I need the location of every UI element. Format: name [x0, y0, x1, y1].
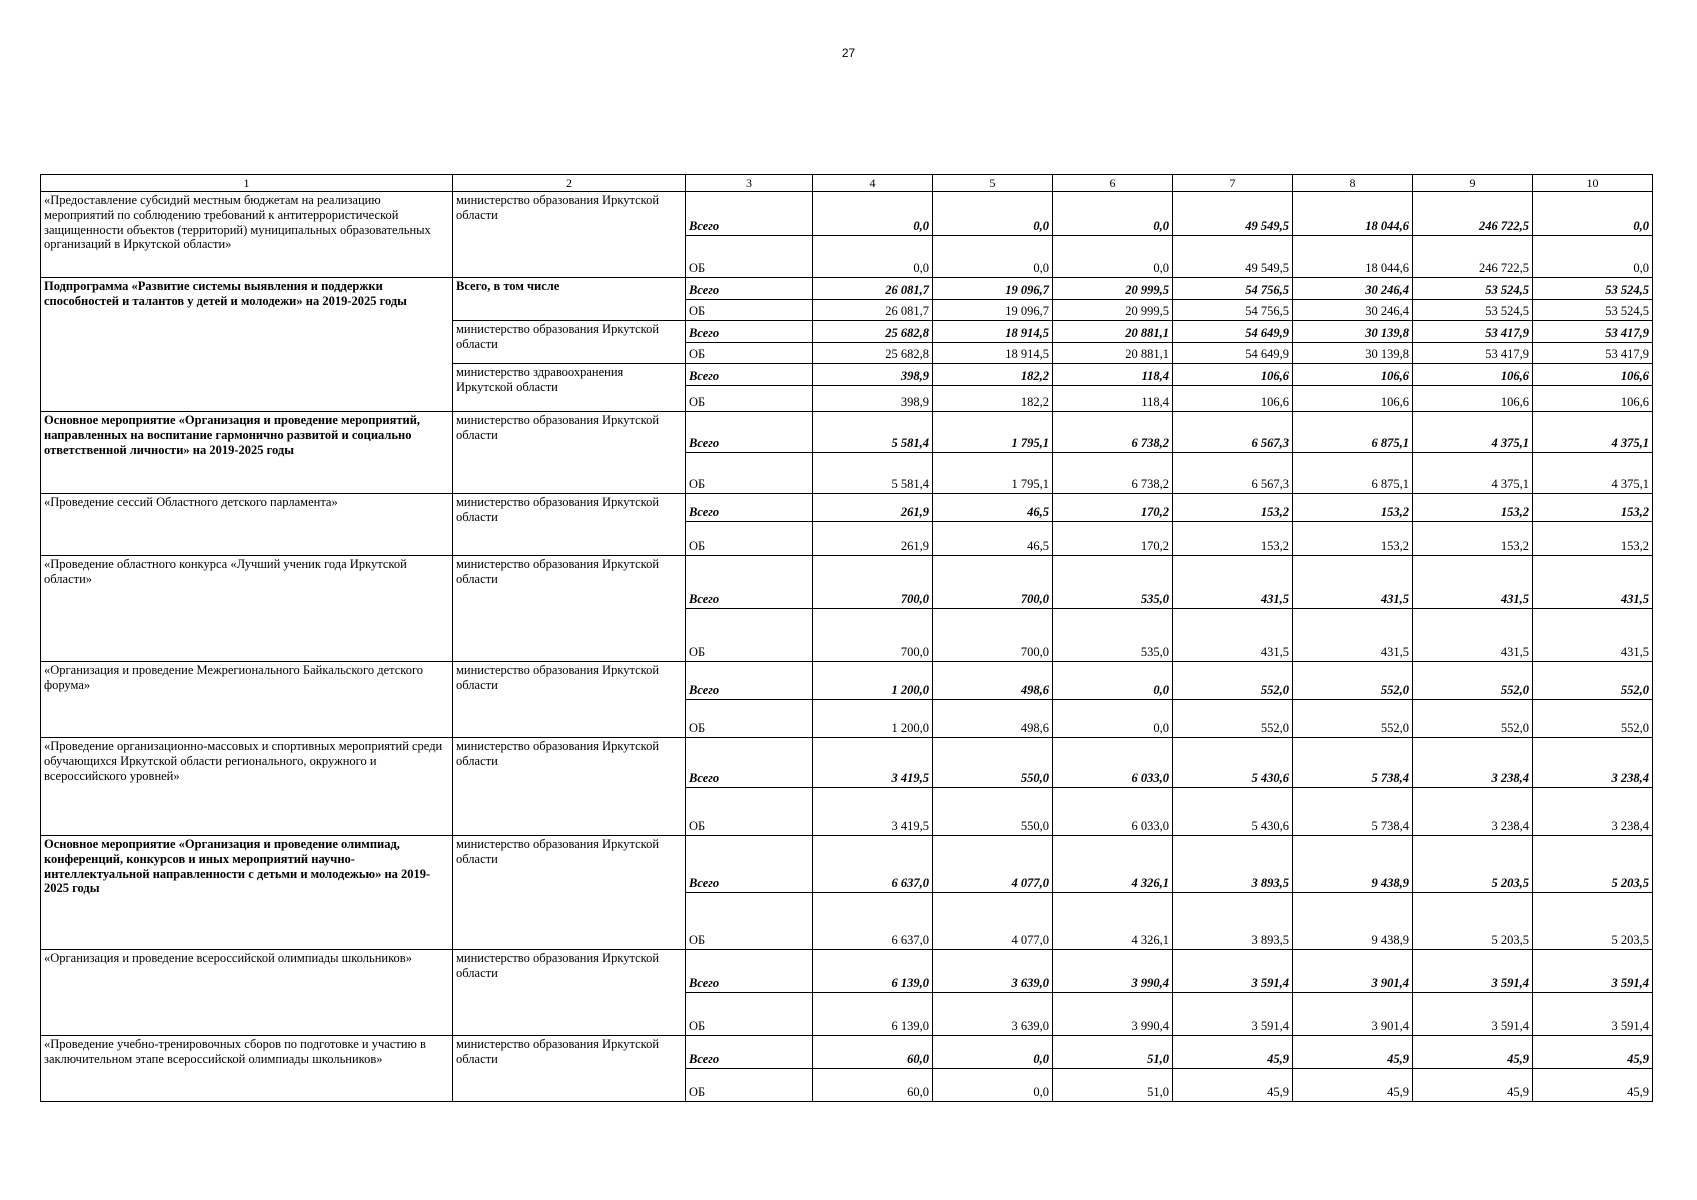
value-cell: 153,2: [1533, 494, 1653, 522]
table-row: [41, 836, 1653, 893]
value-cell: 51,0: [1053, 1069, 1173, 1102]
source-label-cell: ОБ: [686, 236, 813, 278]
value-cell: 106,6: [1173, 364, 1293, 386]
value-cell: 26 081,7: [813, 278, 933, 300]
executor-cell: министерство образования Иркутской области: [453, 556, 686, 662]
source-label-cell: ОБ: [686, 609, 813, 662]
value-cell: 4 077,0: [933, 836, 1053, 893]
value-cell: 106,6: [1413, 386, 1533, 412]
value-cell: 53 417,9: [1413, 321, 1533, 343]
value-cell: 118,4: [1053, 364, 1173, 386]
value-cell: 46,5: [933, 522, 1053, 556]
value-cell: 3 591,4: [1173, 993, 1293, 1036]
source-label-cell: Всего: [686, 950, 813, 993]
value-cell: 4 326,1: [1053, 893, 1173, 950]
value-cell: 431,5: [1533, 609, 1653, 662]
executor-cell: министерство здравоохранения Иркутской области: [453, 364, 686, 412]
value-cell: 106,6: [1533, 386, 1653, 412]
executor-cell: Всего, в том числе: [453, 278, 686, 321]
value-cell: 53 524,5: [1413, 278, 1533, 300]
event-name-cell: Основное мероприятие «Организация и проведение олимпиад, конференций, конкурсов и иных мероприятий научно-интеллектуальной направленности с детьми и молодежью» на 2019-2025 годы: [41, 836, 453, 950]
value-cell: 153,2: [1413, 494, 1533, 522]
executor-cell: министерство образования Иркутской области: [453, 738, 686, 836]
value-cell: 0,0: [933, 192, 1053, 236]
event-name-cell: «Проведение сессий Областного детского парламента»: [41, 494, 453, 556]
value-cell: 3 893,5: [1173, 836, 1293, 893]
value-cell: 106,6: [1413, 364, 1533, 386]
value-cell: 5 203,5: [1533, 893, 1653, 950]
value-cell: 3 893,5: [1173, 893, 1293, 950]
value-cell: 30 139,8: [1293, 321, 1413, 343]
table-row: [41, 950, 1653, 993]
value-cell: 182,2: [933, 364, 1053, 386]
value-cell: 3 639,0: [933, 950, 1053, 993]
value-cell: 30 139,8: [1293, 343, 1413, 364]
column-number-row: [41, 175, 1653, 192]
value-cell: 45,9: [1173, 1069, 1293, 1102]
value-cell: 3 591,4: [1533, 950, 1653, 993]
value-cell: 700,0: [933, 556, 1053, 609]
value-cell: 3 591,4: [1173, 950, 1293, 993]
value-cell: 3 591,4: [1413, 950, 1533, 993]
event-name-cell: «Проведение областного конкурса «Лучший ученик года Иркутской области»: [41, 556, 453, 662]
value-cell: 552,0: [1173, 662, 1293, 700]
value-cell: 498,6: [933, 662, 1053, 700]
value-cell: 170,2: [1053, 494, 1173, 522]
value-cell: 4 375,1: [1413, 412, 1533, 453]
value-cell: 0,0: [1533, 192, 1653, 236]
value-cell: 1 795,1: [933, 453, 1053, 494]
value-cell: 45,9: [1173, 1036, 1293, 1069]
value-cell: 6 033,0: [1053, 788, 1173, 836]
value-cell: 535,0: [1053, 609, 1173, 662]
value-cell: 153,2: [1173, 494, 1293, 522]
value-cell: 0,0: [1533, 236, 1653, 278]
source-label-cell: ОБ: [686, 993, 813, 1036]
table-row: [41, 494, 1653, 522]
value-cell: 3 639,0: [933, 993, 1053, 1036]
value-cell: 46,5: [933, 494, 1053, 522]
source-label-cell: ОБ: [686, 343, 813, 364]
value-cell: 3 238,4: [1533, 788, 1653, 836]
value-cell: 6 139,0: [813, 950, 933, 993]
value-cell: 53 524,5: [1533, 278, 1653, 300]
value-cell: 26 081,7: [813, 300, 933, 321]
value-cell: 170,2: [1053, 522, 1173, 556]
value-cell: 4 077,0: [933, 893, 1053, 950]
column-number: 7: [1173, 175, 1293, 192]
value-cell: 3 901,4: [1293, 993, 1413, 1036]
value-cell: 552,0: [1533, 700, 1653, 738]
value-cell: 6 875,1: [1293, 453, 1413, 494]
column-number: 5: [933, 175, 1053, 192]
value-cell: 45,9: [1413, 1036, 1533, 1069]
value-cell: 552,0: [1413, 662, 1533, 700]
source-label-cell: ОБ: [686, 700, 813, 738]
source-label-cell: Всего: [686, 662, 813, 700]
value-cell: 19 096,7: [933, 300, 1053, 321]
value-cell: 3 990,4: [1053, 950, 1173, 993]
event-name-cell: Основное мероприятие «Организация и проведение мероприятий, направленных на воспитание гармонично развитой и социально ответственной личности» на 2019-2025 годы: [41, 412, 453, 494]
value-cell: 4 375,1: [1533, 453, 1653, 494]
value-cell: 53 417,9: [1533, 343, 1653, 364]
value-cell: 20 881,1: [1053, 343, 1173, 364]
value-cell: 25 682,8: [813, 343, 933, 364]
value-cell: 0,0: [933, 1069, 1053, 1102]
value-cell: 535,0: [1053, 556, 1173, 609]
value-cell: 6 139,0: [813, 993, 933, 1036]
value-cell: 3 901,4: [1293, 950, 1413, 993]
value-cell: 153,2: [1413, 522, 1533, 556]
table-body: [41, 192, 1653, 1102]
value-cell: 60,0: [813, 1036, 933, 1069]
value-cell: 45,9: [1533, 1069, 1653, 1102]
source-label-cell: Всего: [686, 278, 813, 300]
value-cell: 20 999,5: [1053, 278, 1173, 300]
value-cell: 3 419,5: [813, 738, 933, 788]
column-number: 8: [1293, 175, 1413, 192]
value-cell: 6 567,3: [1173, 412, 1293, 453]
source-label-cell: ОБ: [686, 788, 813, 836]
value-cell: 398,9: [813, 386, 933, 412]
value-cell: 45,9: [1293, 1036, 1413, 1069]
column-number: 9: [1413, 175, 1533, 192]
column-number: 3: [686, 175, 813, 192]
value-cell: 153,2: [1293, 522, 1413, 556]
value-cell: 246 722,5: [1413, 192, 1533, 236]
value-cell: 552,0: [1173, 700, 1293, 738]
value-cell: 552,0: [1293, 662, 1413, 700]
value-cell: 0,0: [1053, 662, 1173, 700]
event-name-cell: Подпрограмма «Развитие системы выявления и поддержки способностей и талантов у детей и молодежи» на 2019-2025 годы: [41, 278, 453, 412]
value-cell: 6 637,0: [813, 836, 933, 893]
event-name-cell: «Проведение учебно-тренировочных сборов по подготовке и участию в заключительном этапе всероссийской олимпиады школьников»: [41, 1036, 453, 1102]
value-cell: 5 203,5: [1413, 836, 1533, 893]
value-cell: 153,2: [1533, 522, 1653, 556]
page-number: 27: [841, 46, 856, 60]
value-cell: 118,4: [1053, 386, 1173, 412]
source-label-cell: ОБ: [686, 1069, 813, 1102]
value-cell: 4 375,1: [1413, 453, 1533, 494]
value-cell: 431,5: [1173, 609, 1293, 662]
source-label-cell: ОБ: [686, 386, 813, 412]
table-row: [41, 556, 1653, 609]
source-label-cell: ОБ: [686, 522, 813, 556]
executor-cell: министерство образования Иркутской области: [453, 836, 686, 950]
value-cell: 5 581,4: [813, 453, 933, 494]
value-cell: 53 417,9: [1413, 343, 1533, 364]
value-cell: 106,6: [1293, 364, 1413, 386]
value-cell: 53 417,9: [1533, 321, 1653, 343]
event-name-cell: «Организация и проведение всероссийской олимпиады школьников»: [41, 950, 453, 1036]
value-cell: 1 200,0: [813, 662, 933, 700]
value-cell: 19 096,7: [933, 278, 1053, 300]
value-cell: 431,5: [1293, 556, 1413, 609]
value-cell: 106,6: [1173, 386, 1293, 412]
value-cell: 45,9: [1413, 1069, 1533, 1102]
value-cell: 153,2: [1173, 522, 1293, 556]
column-number: 2: [453, 175, 686, 192]
table-row: [41, 192, 1653, 236]
column-number: 1: [41, 175, 453, 192]
value-cell: 0,0: [933, 1036, 1053, 1069]
executor-cell: министерство образования Иркутской области: [453, 494, 686, 556]
value-cell: 45,9: [1533, 1036, 1653, 1069]
value-cell: 246 722,5: [1413, 236, 1533, 278]
value-cell: 18 914,5: [933, 343, 1053, 364]
value-cell: 106,6: [1293, 386, 1413, 412]
value-cell: 5 738,4: [1293, 788, 1413, 836]
value-cell: 0,0: [813, 192, 933, 236]
table-row: [41, 738, 1653, 788]
value-cell: 5 738,4: [1293, 738, 1413, 788]
value-cell: 552,0: [1293, 700, 1413, 738]
value-cell: 700,0: [933, 609, 1053, 662]
value-cell: 431,5: [1413, 609, 1533, 662]
value-cell: 0,0: [933, 236, 1053, 278]
executor-cell: министерство образования Иркутской области: [453, 412, 686, 494]
value-cell: 30 246,4: [1293, 300, 1413, 321]
value-cell: 5 430,6: [1173, 738, 1293, 788]
value-cell: 0,0: [1053, 236, 1173, 278]
value-cell: 25 682,8: [813, 321, 933, 343]
value-cell: 54 756,5: [1173, 278, 1293, 300]
value-cell: 45,9: [1293, 1069, 1413, 1102]
value-cell: 6 637,0: [813, 893, 933, 950]
source-label-cell: ОБ: [686, 300, 813, 321]
value-cell: 431,5: [1533, 556, 1653, 609]
column-number: 4: [813, 175, 933, 192]
source-label-cell: ОБ: [686, 453, 813, 494]
value-cell: 550,0: [933, 788, 1053, 836]
value-cell: 54 649,9: [1173, 343, 1293, 364]
column-number: 10: [1533, 175, 1653, 192]
source-label-cell: Всего: [686, 494, 813, 522]
event-name-cell: «Организация и проведение Межрегионального Байкальского детского форума»: [41, 662, 453, 738]
value-cell: 5 203,5: [1413, 893, 1533, 950]
value-cell: 5 203,5: [1533, 836, 1653, 893]
source-label-cell: Всего: [686, 192, 813, 236]
value-cell: 552,0: [1413, 700, 1533, 738]
source-label-cell: Всего: [686, 364, 813, 386]
value-cell: 3 419,5: [813, 788, 933, 836]
event-name-cell: «Предоставление субсидий местным бюджетам на реализацию мероприятий по соблюдению требований к антитеррористической защищенности объектов (территорий) муниципальных образовательных организаций в Иркутской области»: [41, 192, 453, 278]
value-cell: 6 033,0: [1053, 738, 1173, 788]
value-cell: 20 881,1: [1053, 321, 1173, 343]
source-label-cell: Всего: [686, 321, 813, 343]
event-name-cell: «Проведение организационно-массовых и спортивных мероприятий среди обучающихся Иркутской области регионального, окружного и всероссийского уровней»: [41, 738, 453, 836]
value-cell: 54 756,5: [1173, 300, 1293, 321]
value-cell: 0,0: [813, 236, 933, 278]
value-cell: 1 795,1: [933, 412, 1053, 453]
value-cell: 398,9: [813, 364, 933, 386]
value-cell: 9 438,9: [1293, 893, 1413, 950]
value-cell: 53 524,5: [1533, 300, 1653, 321]
executor-cell: министерство образования Иркутской области: [453, 950, 686, 1036]
source-label-cell: ОБ: [686, 893, 813, 950]
value-cell: 1 200,0: [813, 700, 933, 738]
source-label-cell: Всего: [686, 1036, 813, 1069]
column-number: 6: [1053, 175, 1173, 192]
executor-cell: министерство образования Иркутской области: [453, 662, 686, 738]
source-label-cell: Всего: [686, 556, 813, 609]
value-cell: 431,5: [1293, 609, 1413, 662]
executor-cell: министерство образования Иркутской области: [453, 192, 686, 278]
value-cell: 431,5: [1173, 556, 1293, 609]
source-label-cell: Всего: [686, 412, 813, 453]
value-cell: 18 044,6: [1293, 192, 1413, 236]
source-label-cell: Всего: [686, 836, 813, 893]
table-row: [41, 1036, 1653, 1069]
value-cell: 18 044,6: [1293, 236, 1413, 278]
table-row: [41, 278, 1653, 300]
value-cell: 0,0: [1053, 700, 1173, 738]
value-cell: 4 375,1: [1533, 412, 1653, 453]
value-cell: 6 567,3: [1173, 453, 1293, 494]
value-cell: 106,6: [1533, 364, 1653, 386]
value-cell: 9 438,9: [1293, 836, 1413, 893]
value-cell: 3 591,4: [1533, 993, 1653, 1036]
value-cell: 0,0: [1053, 192, 1173, 236]
value-cell: 498,6: [933, 700, 1053, 738]
value-cell: 18 914,5: [933, 321, 1053, 343]
value-cell: 53 524,5: [1413, 300, 1533, 321]
value-cell: 3 238,4: [1413, 738, 1533, 788]
source-label-cell: Всего: [686, 738, 813, 788]
value-cell: 51,0: [1053, 1036, 1173, 1069]
table-row: [41, 662, 1653, 700]
value-cell: 6 738,2: [1053, 453, 1173, 494]
value-cell: 261,9: [813, 522, 933, 556]
value-cell: 700,0: [813, 556, 933, 609]
value-cell: 54 649,9: [1173, 321, 1293, 343]
value-cell: 30 246,4: [1293, 278, 1413, 300]
value-cell: 3 591,4: [1413, 993, 1533, 1036]
value-cell: 49 549,5: [1173, 192, 1293, 236]
value-cell: 20 999,5: [1053, 300, 1173, 321]
value-cell: 700,0: [813, 609, 933, 662]
financing-table: [40, 174, 1653, 1102]
value-cell: 153,2: [1293, 494, 1413, 522]
executor-cell: министерство образования Иркутской области: [453, 1036, 686, 1102]
value-cell: 550,0: [933, 738, 1053, 788]
value-cell: 431,5: [1413, 556, 1533, 609]
value-cell: 3 238,4: [1413, 788, 1533, 836]
value-cell: 6 738,2: [1053, 412, 1173, 453]
value-cell: 3 238,4: [1533, 738, 1653, 788]
table-row: [41, 412, 1653, 453]
value-cell: 5 581,4: [813, 412, 933, 453]
value-cell: 49 549,5: [1173, 236, 1293, 278]
executor-cell: министерство образования Иркутской области: [453, 321, 686, 364]
value-cell: 3 990,4: [1053, 993, 1173, 1036]
value-cell: 6 875,1: [1293, 412, 1413, 453]
value-cell: 182,2: [933, 386, 1053, 412]
value-cell: 5 430,6: [1173, 788, 1293, 836]
value-cell: 552,0: [1533, 662, 1653, 700]
value-cell: 4 326,1: [1053, 836, 1173, 893]
value-cell: 60,0: [813, 1069, 933, 1102]
value-cell: 261,9: [813, 494, 933, 522]
